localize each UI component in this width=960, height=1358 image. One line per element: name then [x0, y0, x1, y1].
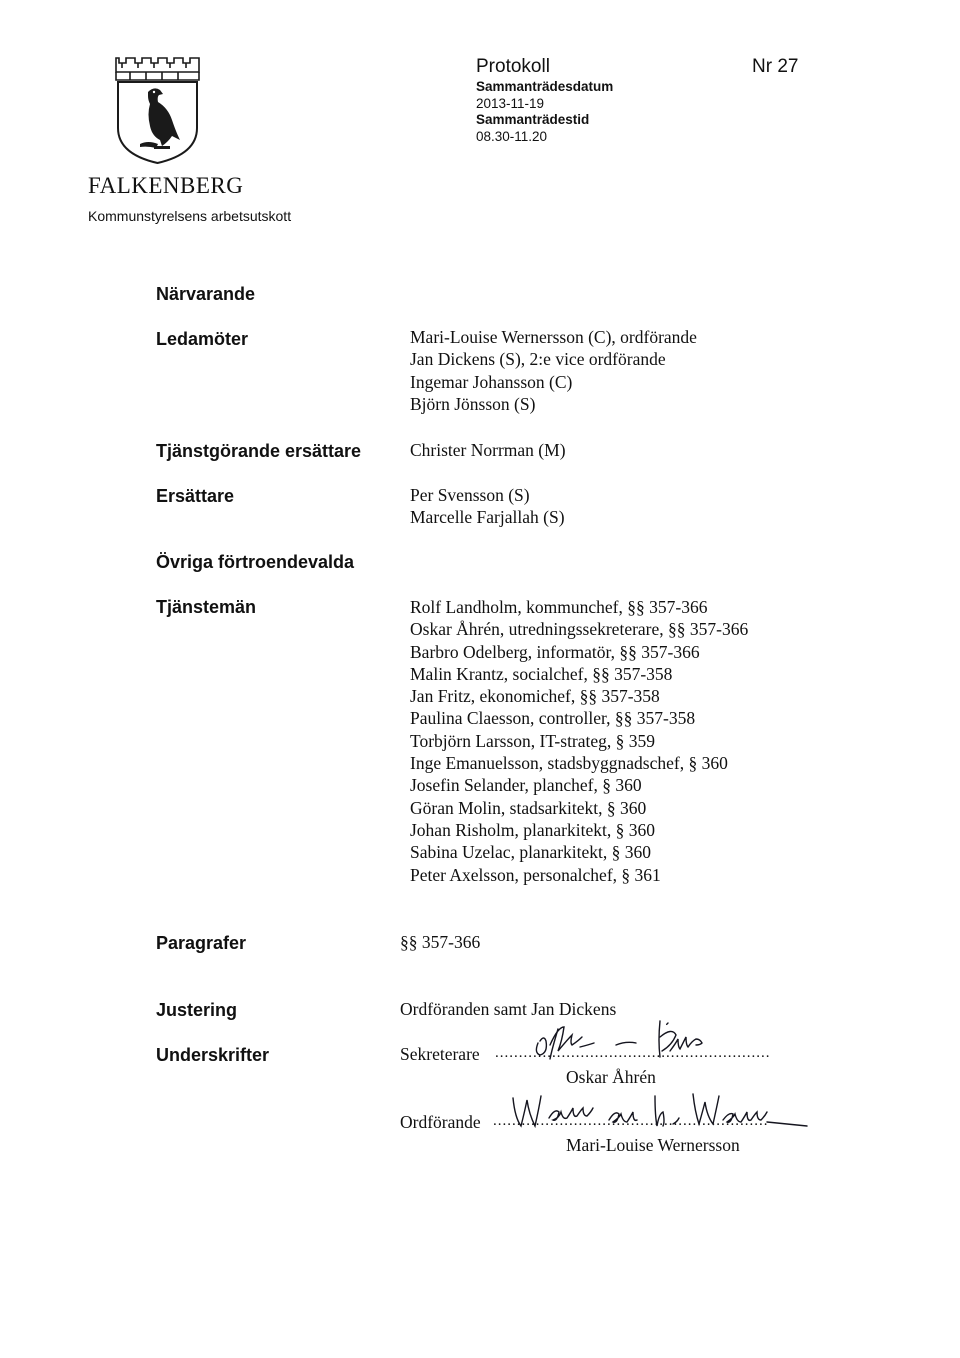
- list-item: Mari-Louise Wernersson (C), ordförande: [410, 327, 697, 347]
- falkenberg-coat-of-arms-icon: [110, 50, 205, 165]
- list-item: Malin Krantz, socialchef, §§ 357-358: [410, 663, 673, 684]
- paragraphs-value: §§ 357-366: [400, 932, 481, 952]
- meeting-date: 2013-11-19: [476, 96, 545, 111]
- list-item: Jan Dickens (S), 2:e vice ordförande: [410, 349, 666, 370]
- meeting-time-label: Sammanträdestid: [476, 112, 590, 127]
- serving-substitutes-list: [410, 439, 566, 461]
- list-item: Marcelle Farjallah (S): [410, 507, 565, 528]
- list-item: Paulina Claesson, controller, §§ 357-358: [410, 708, 696, 729]
- protocol-number: Nr 27: [752, 56, 799, 77]
- secretary-name: Oskar Åhrén: [566, 1067, 656, 1087]
- secretary-label: Sekreterare: [400, 1044, 480, 1064]
- list-item: Rolf Landholm, kommunchef, §§ 357-366: [410, 597, 708, 617]
- officials-label: Tjänstemän: [156, 597, 257, 617]
- attendance-heading: Närvarande: [156, 284, 256, 304]
- substitutes-list: [410, 484, 565, 529]
- list-item: Per Svensson (S): [410, 485, 530, 505]
- members-list: [410, 326, 697, 415]
- list-item: Oskar Åhrén, utredningssekreterare, §§ 357-366: [410, 619, 749, 640]
- list-item: Christer Norrman (M): [410, 440, 566, 460]
- list-item: Ingemar Johansson (C): [410, 371, 573, 392]
- chair-signature-line: ..........................................................: [493, 1113, 769, 1129]
- chair-name: Mari-Louise Wernersson: [566, 1135, 740, 1155]
- list-item: Torbjörn Larsson, IT-strateg, § 359: [410, 730, 656, 751]
- meeting-date-label: Sammanträdesdatum: [476, 79, 614, 94]
- other-elected-label: Övriga förtroendevalda: [156, 552, 355, 572]
- secretary-handwritten-signature: [520, 1015, 780, 1070]
- department-name: Kommunstyrelsens arbetsutskott: [88, 208, 292, 224]
- list-item: Inge Emanuelsson, stadsbyggnadschef, § 360: [410, 753, 728, 774]
- list-item: Sabina Uzelac, planarkitekt, § 360: [410, 842, 652, 863]
- list-item: Johan Risholm, planarkitekt, § 360: [410, 819, 655, 840]
- list-item: Peter Axelsson, personalchef, § 361: [410, 864, 661, 885]
- list-item: Josefin Selander, planchef, § 360: [410, 775, 642, 796]
- adjustment-value: Ordföranden samt Jan Dickens: [400, 999, 617, 1019]
- list-item: Jan Fritz, ekonomichef, §§ 357-358: [410, 686, 660, 707]
- list-item: Björn Jönsson (S): [410, 393, 536, 414]
- officials-list: [410, 596, 748, 886]
- serving-substitutes-label: Tjänstgörande ersättare: [156, 441, 362, 461]
- chair-label: Ordförande: [400, 1112, 481, 1132]
- substitutes-label: Ersättare: [156, 486, 235, 506]
- meeting-time: 08.30-11.20: [476, 129, 548, 144]
- municipality-name: FALKENBERG: [88, 173, 244, 198]
- list-item: Barbro Odelberg, informatör, §§ 357-366: [410, 641, 700, 662]
- document-type: Protokoll: [476, 56, 550, 77]
- adjustment-label: Justering: [156, 1000, 238, 1020]
- members-label: Ledamöter: [156, 329, 249, 349]
- paragraphs-label: Paragrafer: [156, 933, 247, 953]
- list-item: Göran Molin, stadsarkitekt, § 360: [410, 797, 647, 818]
- signatures-label: Underskrifter: [156, 1045, 270, 1065]
- secretary-signature-line: ..........................................................: [495, 1045, 771, 1061]
